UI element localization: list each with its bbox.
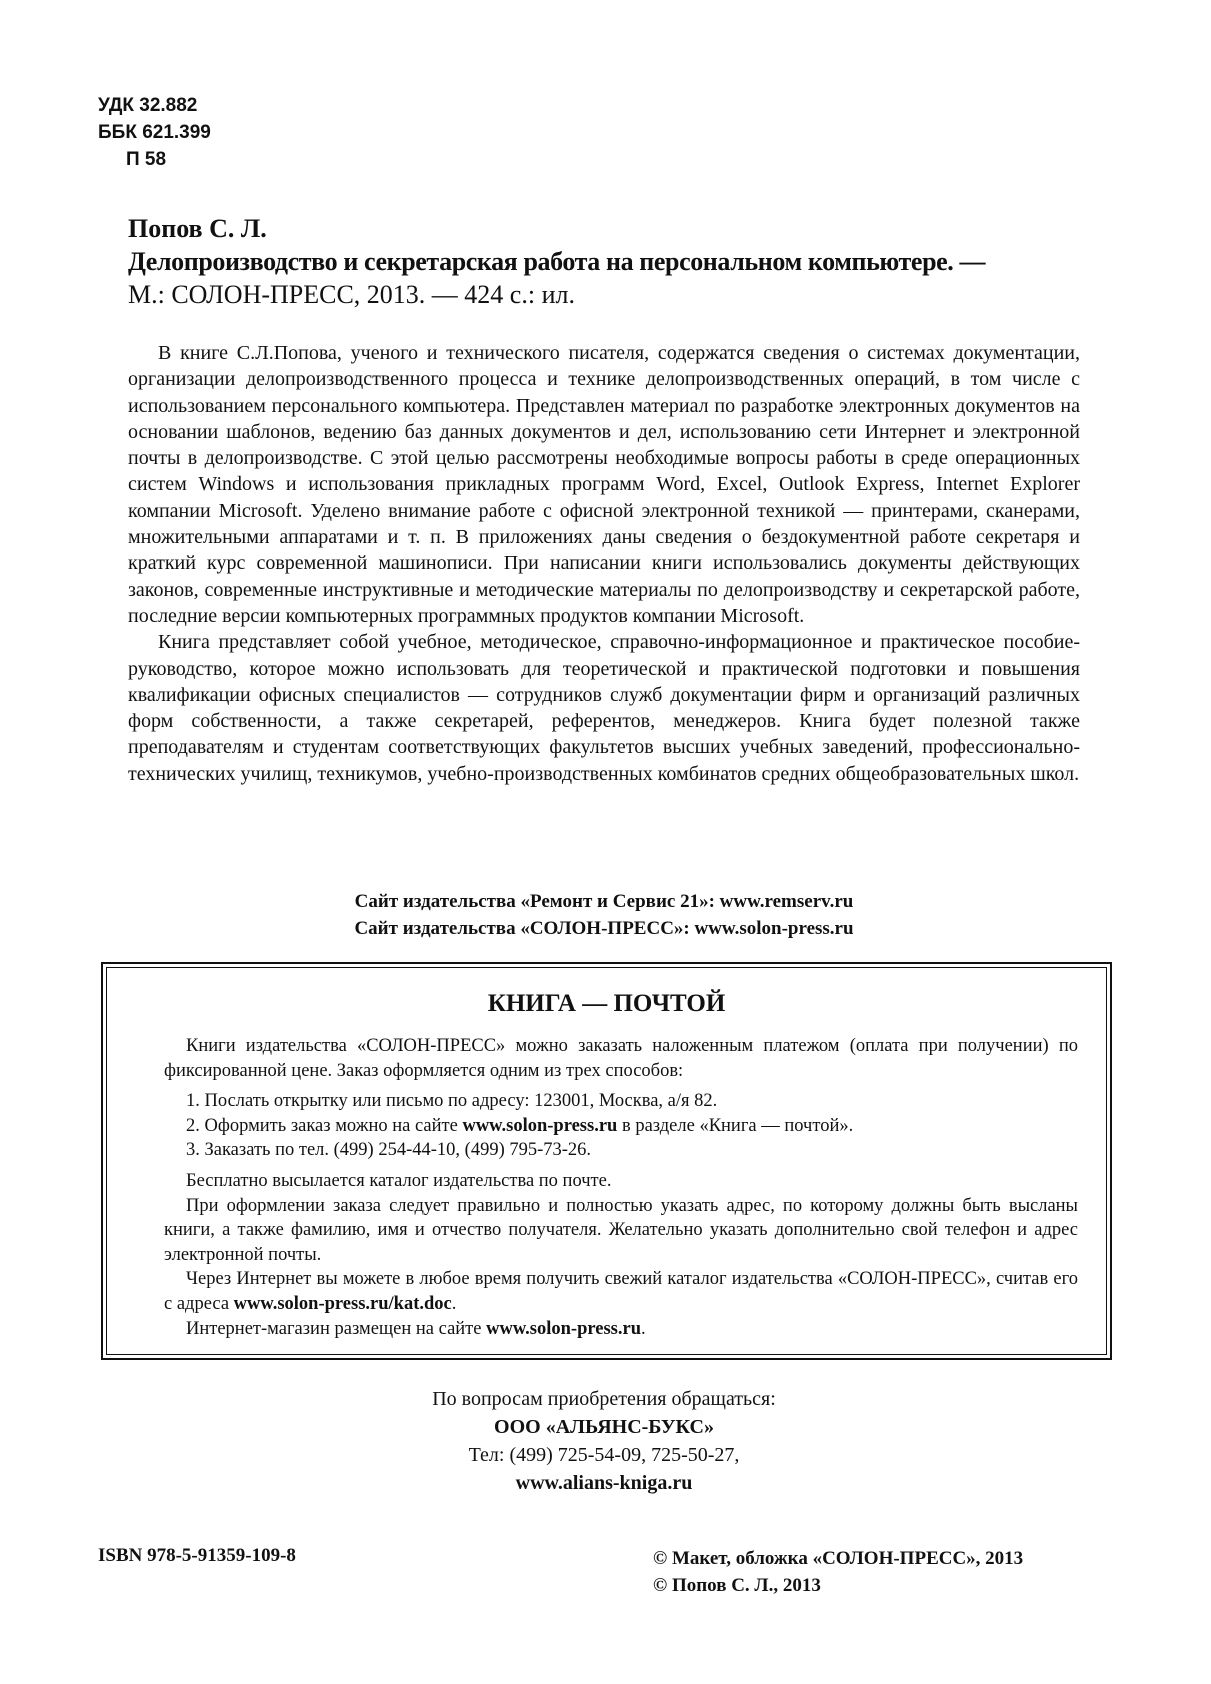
remserv-site-line: Сайт издательства «Ремонт и Сервис 21»: www.remserv.ru	[354, 891, 854, 912]
copyright-author: © Попов С. Л., 2013	[653, 1575, 821, 1596]
mail-order-box	[101, 962, 1112, 1360]
isbn: ISBN 978-5-91359-109-8	[98, 1545, 296, 1566]
abstract-paragraph-1: В книге С.Л.Попова, ученого и технического писателя, содержатся сведения о системах документации, организации делопроизводственного процесса и технике делопроизводственных операций, в том числе с использованием персонального компьютера. Представлен материал по разработке электронных документов на основании шаблонов, ведению баз данных документов и дел, использованию сети Интернет и электронной почты в делопроизводстве. С этой целью рассмотрены необходимые вопросы работы в среде операционных систем Windows и использования прикладных программ Word, Excel, Outlook Express, Internet Explorer компании Microsoft. Уделено внимание работе с офисной электронной техникой — принтерами, сканерами, множительными аппаратами и т. п. В приложениях даны сведения о бездокументной работе секретаря и краткий курс современной машинописи. При написании книги использовались документы действующих законов, современные инструктивные и методические материалы по делопроизводству и секретарской работе, последние версии компьютерных программных продуктов компании Microsoft.	[128, 342, 1080, 627]
order-method-2	[164, 1114, 1078, 1139]
book-author: Попов С. Л.	[128, 214, 267, 243]
bbk-code: ББК 621.399	[98, 122, 211, 143]
copyright-block	[653, 1545, 1023, 1599]
order-method-2-text: 2. Оформить заказ можно на сайте	[186, 1115, 463, 1136]
classification-codes	[98, 92, 211, 173]
contact-phone: Тел: (499) 725-54-09, 725-50-27,	[468, 1444, 740, 1466]
bibliographic-record	[128, 212, 1088, 311]
catalog-doc-link[interactable]: www.solon-press.ru/kat.doc	[233, 1293, 452, 1314]
udk-code: УДК 32.882	[98, 95, 198, 116]
order-method-3: 3. Заказать по тел. (499) 254-44-10, (499) 795-73-26.	[186, 1140, 592, 1161]
online-shop-suffix: .	[640, 1318, 646, 1339]
publisher-sites	[128, 888, 1080, 942]
internet-catalog-note	[164, 1267, 1078, 1316]
internet-catalog-suffix: .	[451, 1293, 457, 1314]
mail-order-intro: Книги издательства «СОЛОН-ПРЕСС» можно заказать наложенным платежом (оплата при получении) по фиксированной цене. Заказ оформляется одним из трех способов:	[164, 1036, 1078, 1081]
order-method-1: 1. Послать открытку или письмо по адресу: 123001, Москва, а/я 82.	[186, 1091, 718, 1112]
solon-site-line: Сайт издательства «СОЛОН-ПРЕСС»: www.solon-press.ru	[354, 918, 854, 939]
contact-intro: По вопросам приобретения обращаться:	[432, 1388, 776, 1410]
online-shop-note	[164, 1317, 1078, 1342]
contact-site-link[interactable]: www.alians-kniga.ru	[515, 1472, 693, 1494]
mail-order-box-inner-frame	[106, 967, 1107, 1355]
catalog-note: Бесплатно высылается каталог издательства по почте.	[186, 1170, 612, 1191]
copyright-layout: © Макет, обложка «СОЛОН-ПРЕСС», 2013	[653, 1548, 1024, 1569]
address-note: При оформлении заказа следует правильно и полностью указать адрес, по которому должны быть высланы книги, а также фамилию, имя и отчество получателя. Желательно указать дополнительно свой телефон и адрес электронной почты.	[164, 1195, 1078, 1265]
abstract	[128, 340, 1080, 787]
order-method-2-suffix: в разделе «Книга — почтой».	[617, 1115, 854, 1136]
mail-order-title: КНИГА — ПОЧТОЙ	[487, 990, 726, 1017]
cutter-code: П 58	[126, 149, 167, 170]
online-shop-link[interactable]: www.solon-press.ru	[486, 1318, 641, 1339]
purchase-contact	[128, 1385, 1080, 1497]
book-title: Делопроизводство и секретарская работа на персональном компьютере. —	[128, 247, 986, 276]
internet-catalog-text: Через Интернет вы можете в любое время получить свежий каталог издательства «СОЛОН-ПРЕСС», считав его с адреса	[164, 1269, 1078, 1314]
contact-company: ООО «АЛЬЯНС-БУКС»	[494, 1416, 714, 1438]
solon-press-link[interactable]: www.solon-press.ru	[462, 1115, 618, 1136]
abstract-paragraph-2: Книга представляет собой учебное, методическое, справочно-информационное и практическое пособие-руководство, которое можно использовать для теоретической и практической подготовки и повышения квалификации офисных специалистов — сотрудников служб документации фирм и организаций различных форм собственности, а также секретарей, референтов, менеджеров. Книга будет полезной также преподавателям и студентам соответствующих факультетов высших учебных заведений, профессионально-технических училищ, техникумов, учебно-производственных комбинатов средних общеобразовательных школ.	[128, 631, 1080, 785]
online-shop-text: Интернет-магазин размещен на сайте	[186, 1318, 487, 1339]
book-imprint: М.: СОЛОН-ПРЕСС, 2013. — 424 с.: ил.	[128, 280, 575, 309]
mail-order-body	[164, 1034, 1078, 1341]
